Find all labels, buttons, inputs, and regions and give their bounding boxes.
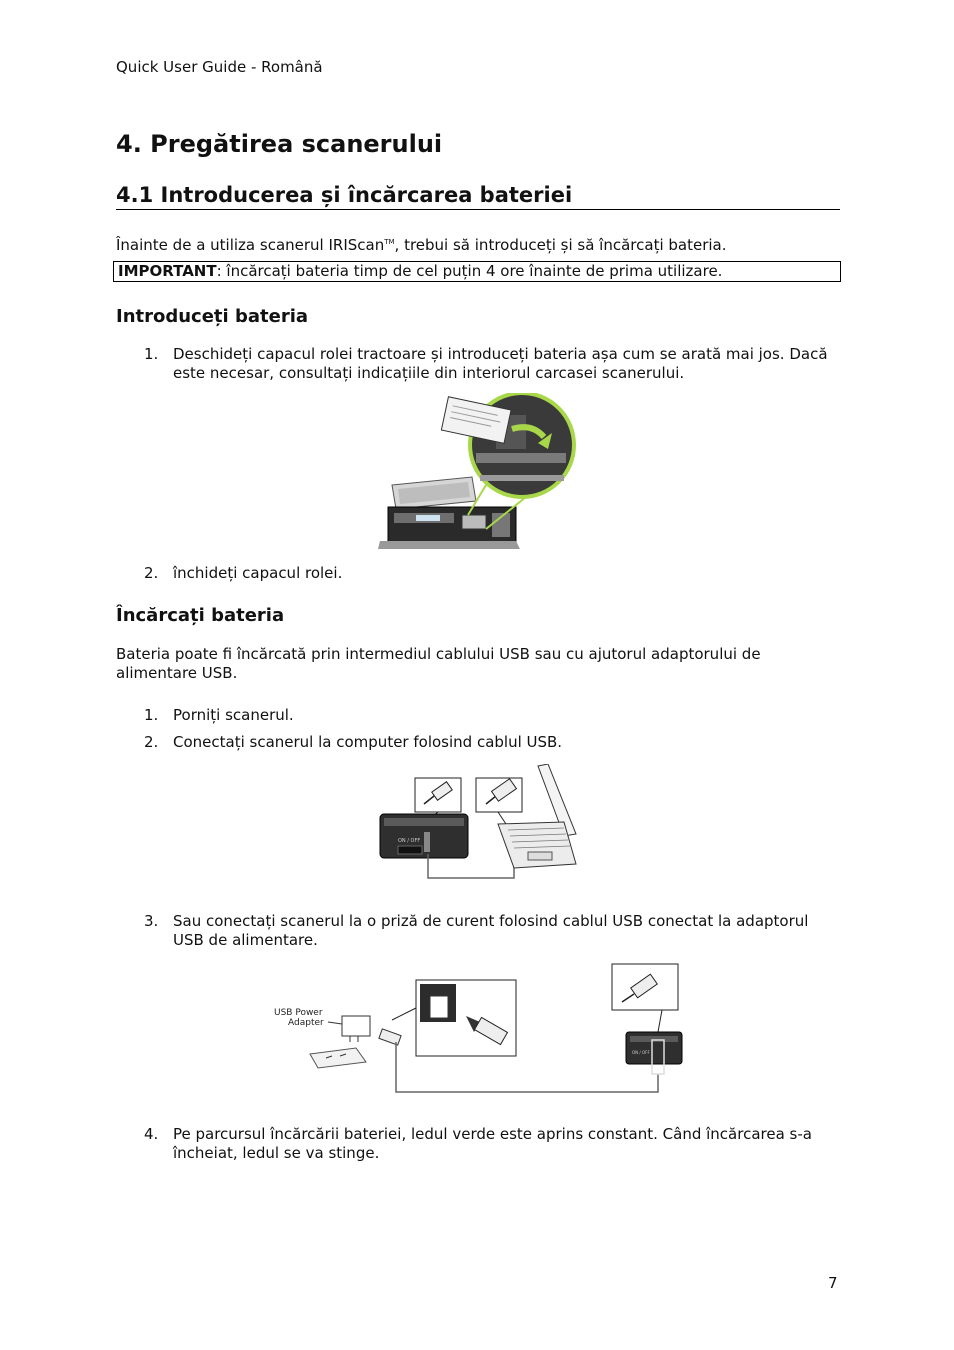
list-number: 4. xyxy=(144,1125,159,1143)
insert-battery-heading: Introduceți bateria xyxy=(116,306,309,327)
important-note xyxy=(113,261,841,282)
list-number: 3. xyxy=(144,912,159,930)
list-number: 1. xyxy=(144,706,159,724)
power-adapter-icon xyxy=(342,1016,370,1042)
list-text: Deschideți capacul rolei tractoare și introduceți bateria așa cum se arată mai jos. Dacă este necesar, consultați indicațiile din interiorul carcasei scanerului. xyxy=(173,345,828,382)
adapter-label-line2: Adapter xyxy=(288,1018,324,1028)
page-header: Quick User Guide - Română xyxy=(116,58,323,76)
list-number: 2. xyxy=(144,733,159,751)
battery-insert-illustration xyxy=(376,393,580,553)
section-title: 4.1 Introducerea și încărcarea bateriei xyxy=(116,183,840,210)
usb-computer-illustration xyxy=(378,764,578,884)
list-text: Porniți scanerul. xyxy=(173,706,294,724)
trademark-mark: TM xyxy=(384,238,395,246)
charge-battery-heading: Încărcați bateria xyxy=(116,605,285,626)
list-number: 1. xyxy=(144,345,159,363)
intro-after: , trebui să introduceți și să încărcați bateria. xyxy=(394,236,727,254)
important-label: IMPORTANT xyxy=(118,262,217,280)
page-title: 4. Pregătirea scanerului xyxy=(116,130,443,158)
list-text: Conectați scanerul la computer folosind cablul USB. xyxy=(173,733,563,751)
list-text: închideți capacul rolei. xyxy=(173,564,343,582)
list-number: 2. xyxy=(144,564,159,582)
list-text: Sau conectați scanerul la o priză de curent folosind cablul USB conectat la adaptorul USB de alimentare. xyxy=(173,912,809,949)
switch-label: ON / OFF xyxy=(398,838,421,844)
adapter-label-line1: USB Power xyxy=(274,1008,323,1018)
charge-intro-paragraph: Bateria poate fi încărcată prin intermediul cablului USB sau cu ajutorul adaptorului de alimentare USB. xyxy=(116,645,761,682)
page-number: 7 xyxy=(828,1274,838,1292)
important-text: : încărcați bateria timp de cel puțin 4 ore înainte de prima utilizare. xyxy=(216,262,723,280)
list-text: Pe parcursul încărcării bateriei, ledul verde este aprins constant. Când încărcarea s-a încheiat, ledul se va stinge. xyxy=(173,1125,812,1162)
intro-before: Înainte de a utiliza scanerul IRIScan xyxy=(116,236,385,254)
switch-label: ON / OFF xyxy=(632,1050,650,1055)
intro-paragraph xyxy=(116,233,840,255)
usb-adapter-illustration xyxy=(270,962,686,1096)
